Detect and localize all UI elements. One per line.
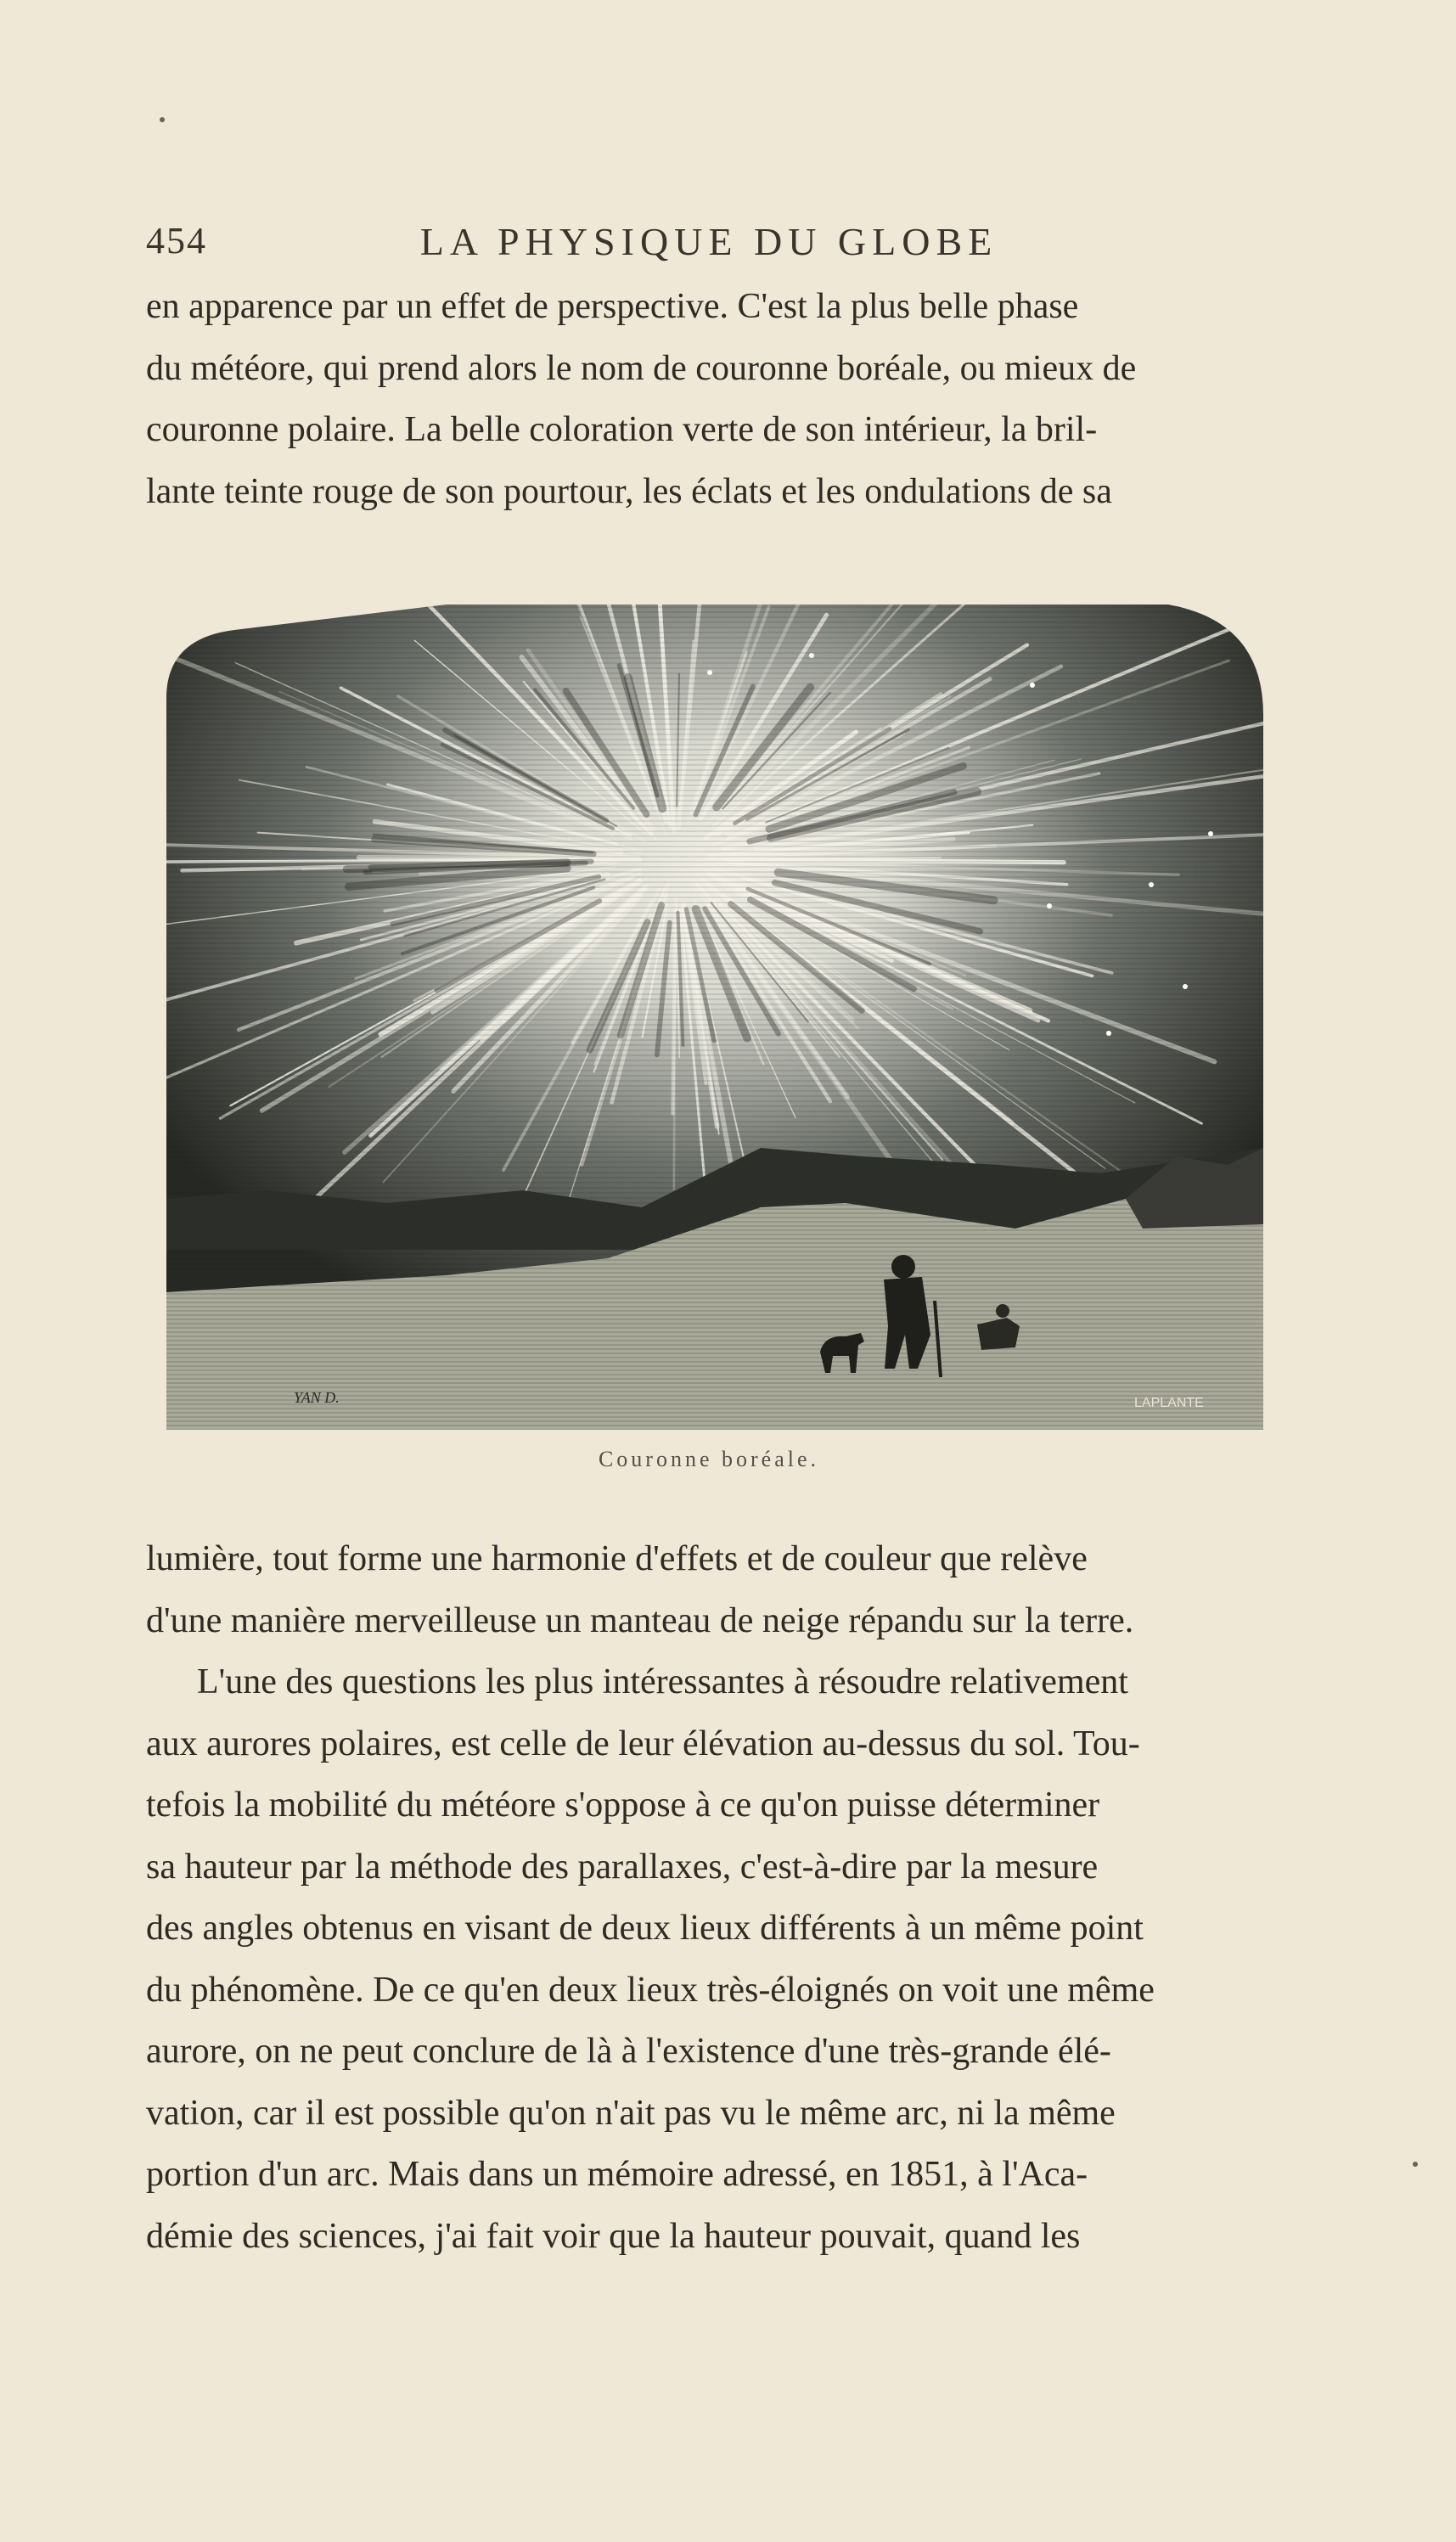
star — [1106, 1031, 1111, 1036]
artist-signature: LAPLANTE — [1134, 1396, 1204, 1410]
text-line: tefois la mobilité du météore s'oppose à ce qu'on puisse déterminer — [146, 1786, 1100, 1825]
bottom-text — [146, 1528, 1272, 2267]
text-line: en apparence par un effet de perspective. C'est la plus belle phase — [146, 287, 1079, 326]
text-line: démie des sciences, j'ai fait voir que la hauteur pouvait, quand les — [146, 2216, 1081, 2256]
star — [1047, 903, 1052, 908]
text-line: sa hauteur par la méthode des parallaxes, c'est-à-dire par la mesure — [146, 1847, 1099, 1887]
aurora-engraving — [166, 605, 1263, 1430]
figure-caption: Couronne boréale. — [598, 1447, 820, 1471]
text-line: aux aurores polaires, est celle de leur élévation au-dessus du sol. Tou- — [146, 1724, 1140, 1763]
text-line: lumière, tout forme une harmonie d'effets et de couleur que relève — [146, 1539, 1088, 1578]
running-title: LA PHYSIQUE DU GLOBE — [419, 220, 998, 263]
page-number: 454 — [146, 220, 207, 262]
engraving-illustration — [166, 605, 1263, 1430]
text-line: vation, car il est possible qu'on n'ait pas vu le même arc, ni la même — [146, 2093, 1116, 2133]
star — [809, 653, 814, 658]
text-line: lante teinte rouge de son pourtour, les éclats et les ondulations de sa — [146, 471, 1112, 511]
star — [1183, 984, 1188, 989]
paper-speck — [1413, 2162, 1418, 2167]
text-line: portion d'un arc. Mais dans un mémoire adressé, en 1851, à l'Aca- — [146, 2155, 1088, 2194]
text-line: couronne polaire. La belle coloration verte de son intérieur, la bril- — [146, 410, 1098, 449]
top-paragraph — [146, 276, 1272, 522]
star — [707, 670, 712, 675]
star — [1149, 882, 1154, 887]
paper-speck — [160, 117, 165, 122]
star — [1208, 831, 1213, 836]
star — [1030, 683, 1035, 688]
page-header — [146, 219, 1272, 270]
engraver-signature: YAN D. — [294, 1389, 340, 1406]
text-line: d'une manière merveilleuse un manteau de neige répandu sur la terre. — [146, 1600, 1134, 1640]
text-line: du phénomène. De ce qu'en deux lieux très-éloignés on voit une même — [146, 1970, 1155, 2010]
text-line: du météore, qui prend alors le nom de couronne boréale, ou mieux de — [146, 348, 1137, 388]
text-line: des angles obtenus en visant de deux lieux différents à un même point — [146, 1909, 1144, 1948]
text-line: aurore, on ne peut conclure de là à l'existence d'une très-grande élé- — [146, 2032, 1111, 2071]
text-line: L'une des questions les plus intéressantes à résoudre relativement — [197, 1662, 1128, 1701]
